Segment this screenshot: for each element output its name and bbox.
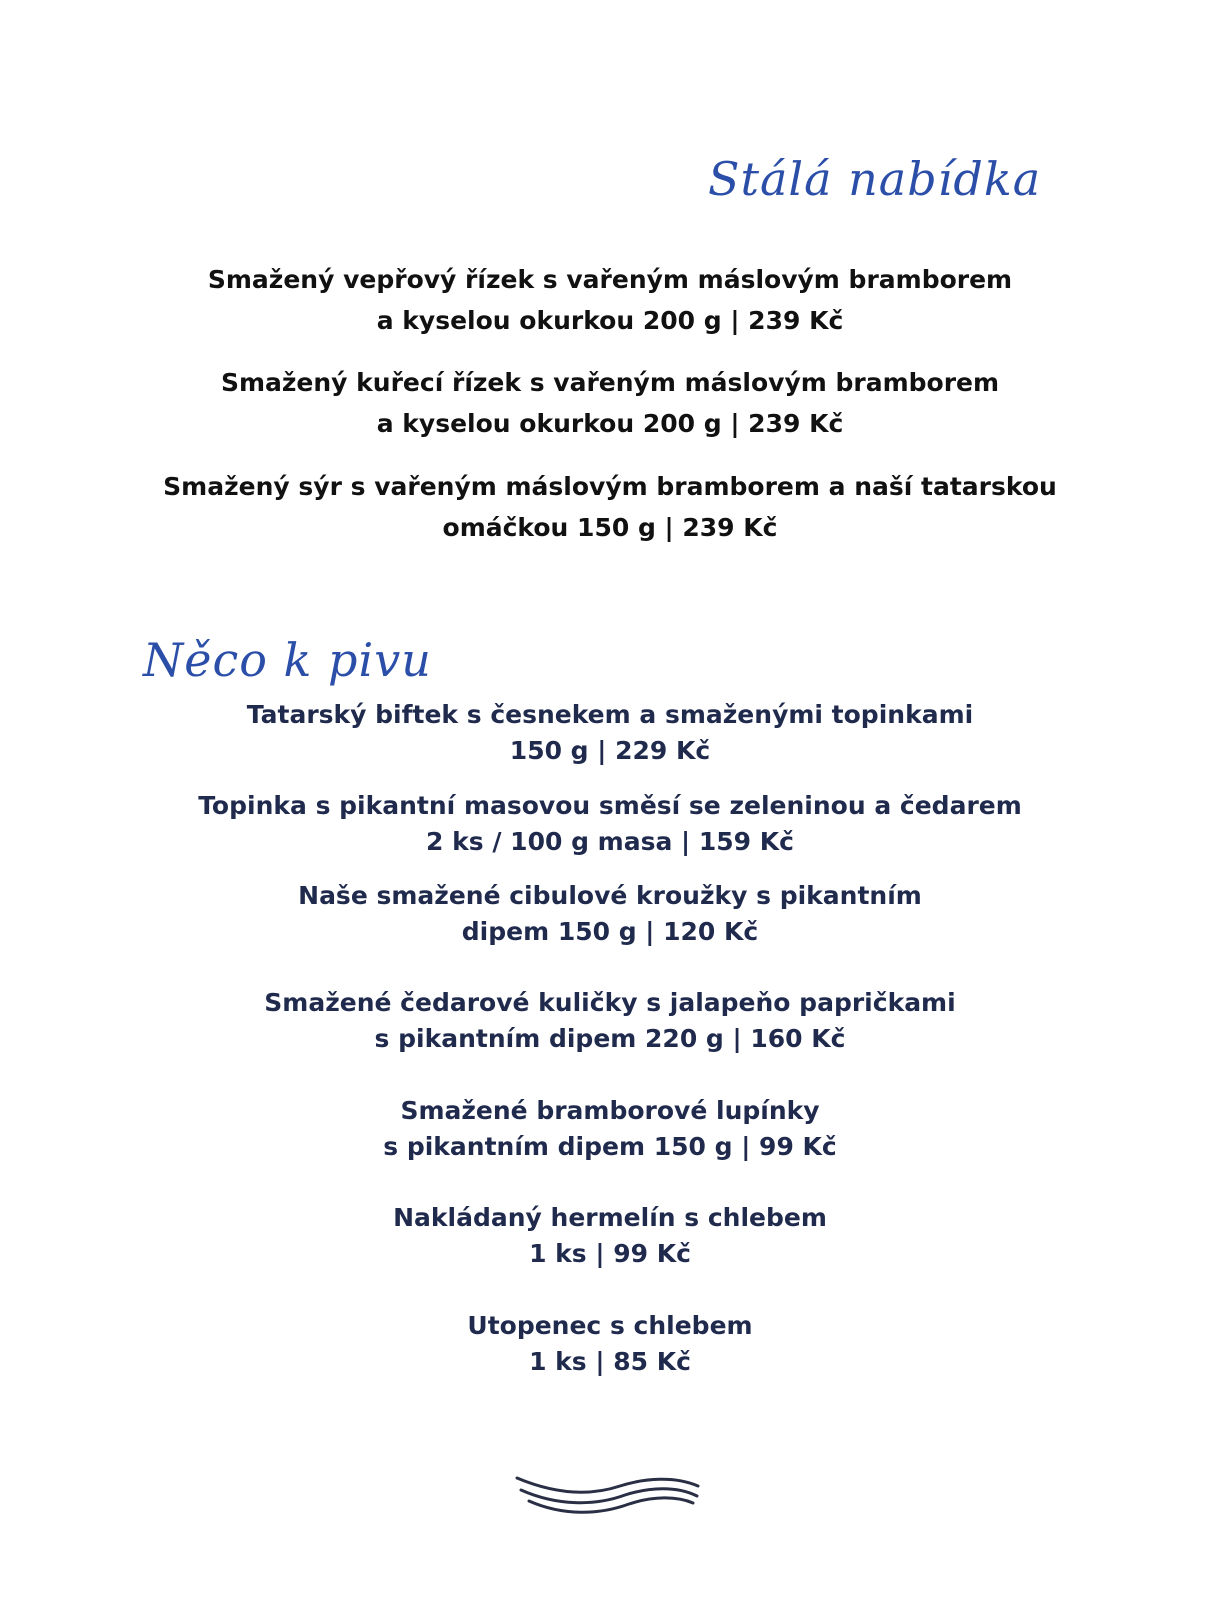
menu-item-name: Smažený sýr s vařeným máslovým bramborem a naší tatarskou xyxy=(163,472,1057,501)
menu-item xyxy=(0,1308,1220,1380)
wave-ornament-icon xyxy=(515,1470,700,1520)
menu-item xyxy=(0,788,1220,860)
menu-item-detail: omáčkou 150 g | 239 Kč xyxy=(442,513,778,542)
menu-item-detail: a kyselou okurkou 200 g | 239 Kč xyxy=(376,306,844,335)
menu-item-name: Utopenec s chlebem xyxy=(467,1311,753,1340)
menu-item xyxy=(0,259,1220,341)
menu-item xyxy=(0,466,1220,548)
menu-item-detail: dipem 150 g | 120 Kč xyxy=(461,917,759,946)
menu-item-name: Naše smažené cibulové kroužky s pikantním xyxy=(298,881,922,910)
menu-item-detail: 2 ks / 100 g masa | 159 Kč xyxy=(426,827,794,856)
menu-item xyxy=(0,985,1220,1057)
menu-item xyxy=(0,878,1220,950)
menu-item-detail: s pikantním dipem 220 g | 160 Kč xyxy=(374,1024,846,1053)
menu-item-name: Smažené bramborové lupínky xyxy=(400,1096,820,1125)
menu-item xyxy=(0,1200,1220,1272)
menu-item-detail: s pikantním dipem 150 g | 99 Kč xyxy=(383,1132,837,1161)
menu-item-detail: 1 ks | 85 Kč xyxy=(529,1347,691,1376)
menu-item xyxy=(0,1093,1220,1165)
menu-item-detail: a kyselou okurkou 200 g | 239 Kč xyxy=(376,409,844,438)
section-heading-neco-k-pivu: Něco k pivu xyxy=(143,633,432,687)
menu-item-detail: 150 g | 229 Kč xyxy=(509,736,711,765)
menu-item-name: Nakládaný hermelín s chlebem xyxy=(393,1203,827,1232)
menu-item-name: Tatarský biftek s česnekem a smaženými topinkami xyxy=(246,700,974,729)
menu-item-name: Smažený kuřecí řízek s vařeným máslovým bramborem xyxy=(220,368,1000,397)
menu-item-name: Smažený vepřový řízek s vařeným máslovým bramborem xyxy=(207,265,1013,294)
menu-item-name: Smažené čedarové kuličky s jalapeňo papričkami xyxy=(264,988,956,1017)
section-heading-stala-nabidka: Stálá nabídka xyxy=(708,152,1042,206)
menu-item xyxy=(0,697,1220,769)
menu-item-name: Topinka s pikantní masovou směsí se zeleninou a čedarem xyxy=(198,791,1022,820)
menu-item xyxy=(0,362,1220,444)
menu-item-detail: 1 ks | 99 Kč xyxy=(529,1239,691,1268)
